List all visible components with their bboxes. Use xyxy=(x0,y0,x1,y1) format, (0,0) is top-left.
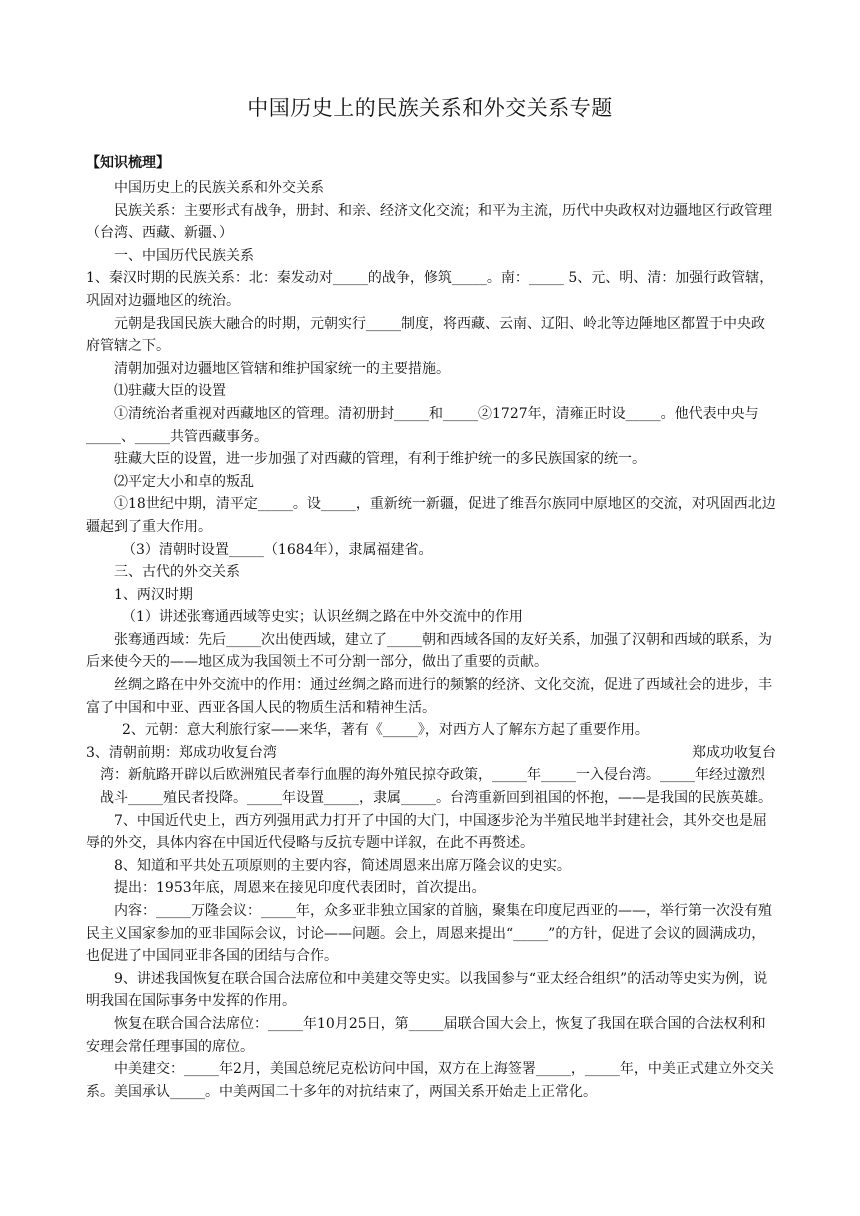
paragraph: 丝绸之路在中外交流中的作用：通过丝绸之路而进行的频繁的经济、文化交流，促进了西域社会的进步，丰富了中国和中亚、西亚各国人民的物质生活和精神生活。 xyxy=(86,677,772,716)
paragraph: 张骞通西域：先后_____次出使西域，建立了_____朝和西域各国的友好关系，加强了汉朝和西域的联系，为后来使今天的——地区成为我国领土不可分割一部分，做出了重要的贡献。 xyxy=(86,631,772,671)
paragraph: 1、两汉时期 xyxy=(114,586,193,603)
paragraph: 9、讲述我国恢复在联合国合法席位和中美建交等史实。以我国参与“亚太经合组织”的活动等史实为例，说明我国在国际事务中发挥的作用。 xyxy=(86,970,768,1010)
paragraph: ⑴驻藏大臣的设置 xyxy=(114,383,226,400)
paragraph: 恢复在联合国合法席位：_____年10月25日，第_____届联合国大会上，恢复了我国在联合国的合法权利和安理会常任理事国的席位。 xyxy=(86,1015,766,1055)
split-line xyxy=(86,742,776,765)
paragraph: 湾：新航路开辟以后欧洲殖民者奉行血腥的海外殖民掠夺政策，_____年_____一入侵台湾。_____年经过激烈战斗_____殖民者投降。_____年设置_____，隶属_____。台湾重新回到祖国的怀抱，——是我国的民族英雄。 xyxy=(100,767,772,807)
paragraph: 中美建交：_____年2月，美国总统尼克松访问中国，双方在上海签署_____，_____年，中美正式建立外交关系。美国承认_____。中美两国二十多年的对抗结束了，两国关系开始走上正常化。 xyxy=(86,1061,774,1100)
page-title: 中国历史上的民族关系和外交关系专题 xyxy=(247,96,613,120)
section-heading: 【知识梳理】 xyxy=(86,155,170,171)
paragraph: ①18世纪中期，清平定_____。设_____，重新统一新疆，促进了维吾尔族同中原地区的交流，对巩固西北边疆起到了重大作用。 xyxy=(86,496,776,535)
paragraph: （1）讲述张骞通西域等史实；认识丝绸之路在中外交流中的作用 xyxy=(122,609,523,626)
paragraph: 1、秦汉时期的民族关系：北：秦发动对_____的战争，修筑_____。南：_____ 5、元、明、清：加强行政管辖，巩固对边疆地区的统治。 xyxy=(86,270,774,309)
paragraph: 3、清朝前期：郑成功收复台湾 xyxy=(86,744,277,761)
paragraph: 中国历史上的民族关系和外交关系 xyxy=(114,180,324,196)
paragraph: 一、中国历代民族关系 xyxy=(114,247,254,264)
paragraph: ①清统治者重视对西藏地区的管理。清初册封_____和_____②1727年，清雍正时设_____。他代表中央与_____、_____共管西藏事务。 xyxy=(86,405,759,445)
paragraph: 提出：1953年底，周恩来在接见印度代表团时，首次提出。 xyxy=(114,880,486,897)
paragraph: 8、知道和平共处五项原则的主要内容，简述周恩来出席万隆会议的史实。 xyxy=(114,857,571,874)
paragraph: 内容：_____万隆会议：_____年，众多亚非独立国家的首脑，聚集在印度尼西亚的——，举行第一次没有殖民主义国家参加的亚非国际会议，讨论——问题。会上，周恩来提出“_____”的方针，促进了会议的圆满成功，也促进了中国同亚非各国的团结与合作。 xyxy=(86,903,772,965)
paragraph: （3）清朝时设置_____（1684年），隶属福建省。 xyxy=(122,541,433,558)
paragraph: 驻藏大臣的设置，进一步加强了对西藏的管理，有利于维护统一的多民族国家的统一。 xyxy=(114,451,646,468)
paragraph: 三、古代的外交关系 xyxy=(114,564,240,581)
paragraph: 2、元朝：意大利旅行家——来华，著有《_____》，对西方人了解东方起了重要作用。 xyxy=(122,722,649,739)
document-body xyxy=(86,177,776,1103)
paragraph: 民族关系：主要形式有战争，册封、和亲、经济文化交流；和平为主流，历代中央政权对边疆地区行政管理（台湾、西藏、新疆、） xyxy=(86,202,772,242)
paragraph: 元朝是我国民族大融合的时期，元朝实行_____制度，将西藏、云南、辽阳、岭北等边陲地区都置于中央政府管辖之下。 xyxy=(86,315,765,355)
paragraph: 清朝加强对边疆地区管辖和维护国家统一的主要措施。 xyxy=(114,360,450,377)
paragraph: 郑成功收复台 xyxy=(692,744,776,761)
paragraph: 7、中国近代史上，西方列强用武力打开了中国的大门，中国逐步沦为半殖民地半封建社会，其外交也是屈辱的外交，具体内容在中国近代侵略与反抗专题中详叙，在此不再赘述。 xyxy=(86,812,767,852)
paragraph: ⑵平定大小和卓的叛乱 xyxy=(114,473,254,490)
